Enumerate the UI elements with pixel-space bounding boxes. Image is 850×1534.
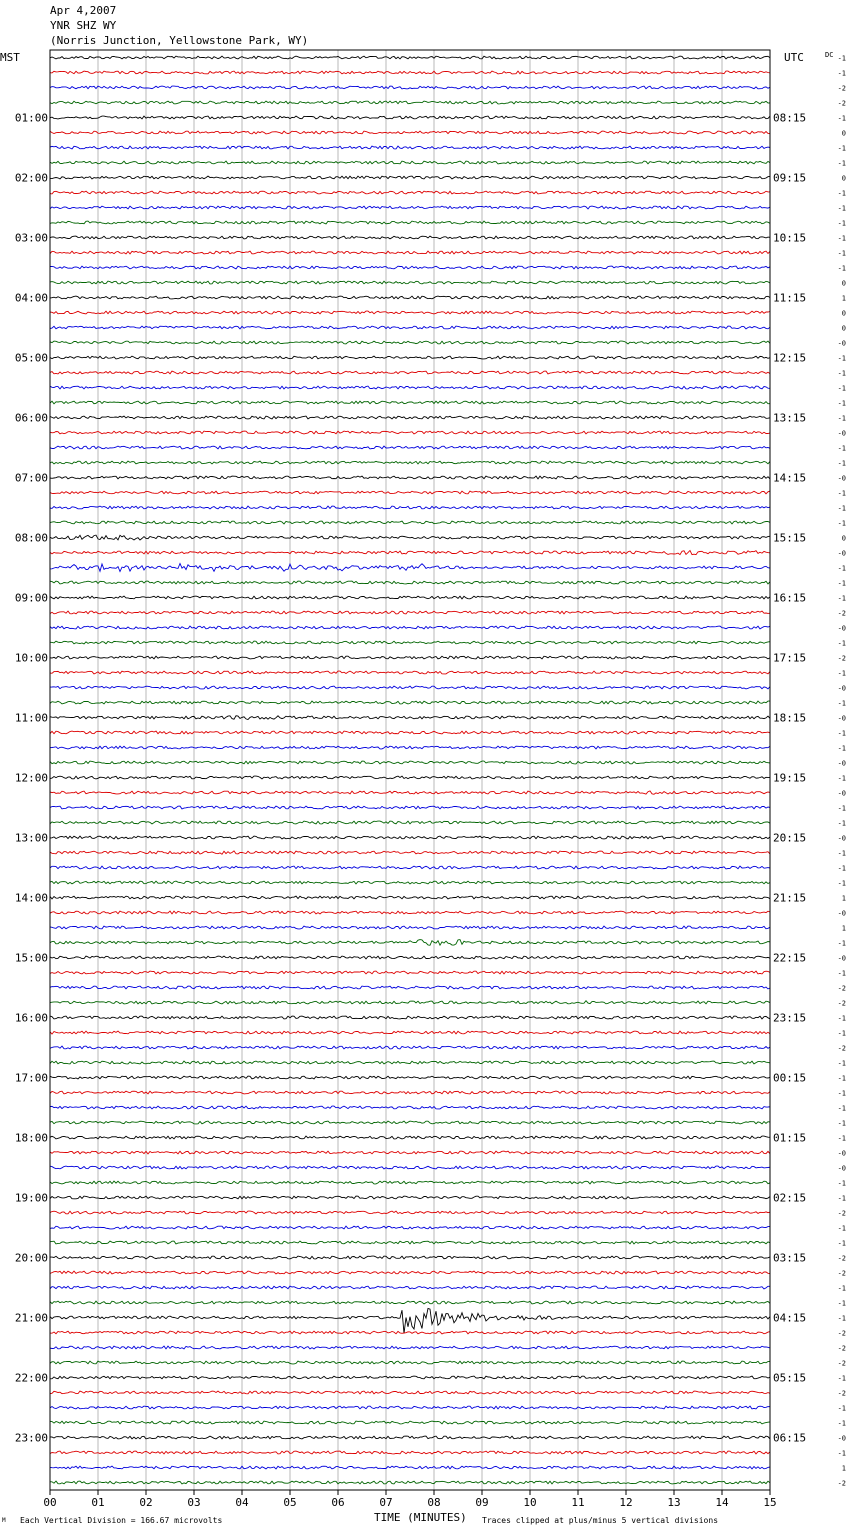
utc-time-label: 11:15: [773, 291, 807, 305]
dc-offset-label: 0: [841, 129, 846, 138]
dc-offset-label: -1: [837, 819, 846, 828]
seismic-trace: [50, 71, 770, 74]
x-axis: [43, 1490, 776, 1509]
mst-time-label: 09:00: [14, 591, 48, 605]
seismic-trace: [50, 1016, 770, 1019]
seismic-trace: [50, 296, 770, 299]
dc-offset-label: -0: [837, 1434, 846, 1443]
dc-offset-label: -1: [837, 69, 846, 78]
utc-time-label: 10:15: [773, 231, 807, 245]
mst-time-label: 07:00: [14, 471, 48, 485]
seismic-trace: [50, 311, 770, 314]
dc-offset-label: -1: [837, 1104, 846, 1113]
dc-offset-label: 0: [841, 324, 846, 333]
seismic-trace: [50, 731, 770, 734]
seismic-trace: [50, 806, 770, 809]
x-tick-label: 12: [619, 1496, 633, 1509]
x-tick-label: 05: [283, 1496, 297, 1509]
dc-offset-label: -1: [837, 504, 846, 513]
dc-offset-label: -1: [837, 1089, 846, 1098]
seismic-trace: [50, 1466, 770, 1469]
dc-offset-label: -2: [837, 999, 846, 1008]
seismic-trace: [50, 86, 770, 89]
seismic-trace: [50, 671, 770, 674]
dc-offset-label: -2: [837, 1344, 846, 1353]
seismic-trace: [50, 1196, 770, 1199]
dc-offset-label: -1: [837, 1134, 846, 1143]
seismic-trace: [50, 1046, 770, 1049]
seismic-trace: [50, 221, 770, 224]
dc-offset-label: -1: [837, 249, 846, 258]
mst-axis-label: MST: [0, 51, 20, 64]
utc-time-label: 09:15: [773, 171, 807, 185]
seismic-trace: [50, 701, 770, 704]
dc-label: DC: [825, 51, 834, 59]
seismic-trace: [50, 446, 770, 449]
seismic-trace: [50, 1346, 770, 1349]
dc-offset-label: -1: [837, 699, 846, 708]
seismic-trace: [50, 1436, 770, 1439]
dc-offset-label: -1: [837, 729, 846, 738]
seismic-trace: [50, 940, 770, 946]
seismic-trace: [50, 146, 770, 149]
mst-time-label: 01:00: [14, 111, 48, 125]
seismic-trace: [50, 206, 770, 209]
dc-offset-label: -1: [837, 1374, 846, 1383]
dc-offset-label: 0: [841, 279, 846, 288]
seismic-trace: [50, 1211, 770, 1214]
dc-offset-label: -1: [837, 1404, 846, 1413]
seismic-trace: [50, 116, 770, 119]
axis-labels: [15, 55, 846, 1488]
dc-offset-label: -1: [837, 1419, 846, 1428]
seismic-trace: [50, 401, 770, 404]
utc-time-label: 22:15: [773, 951, 807, 965]
mst-time-label: 17:00: [14, 1071, 48, 1085]
seismic-trace: [50, 1226, 770, 1229]
mst-time-label: 15:00: [14, 951, 48, 965]
seismic-trace: [50, 1481, 770, 1484]
mst-time-label: 16:00: [14, 1011, 48, 1025]
dc-offset-label: 1: [841, 1464, 846, 1473]
dc-offset-label: -1: [837, 1449, 846, 1458]
dc-offset-label: -0: [837, 624, 846, 633]
dc-offset-label: -1: [837, 1059, 846, 1068]
dc-offset-label: -1: [837, 879, 846, 888]
dc-offset-label: -2: [837, 1329, 846, 1338]
dc-offset-label: 1: [841, 294, 846, 303]
seismic-trace: [50, 1331, 770, 1334]
seismic-trace: [50, 746, 770, 749]
clip-note: Traces clipped at plus/minus 5 vertical divisions: [482, 1516, 719, 1525]
mst-time-label: 03:00: [14, 231, 48, 245]
dc-offset-label: -1: [837, 234, 846, 243]
mst-time-label: 23:00: [14, 1431, 48, 1445]
utc-time-label: 14:15: [773, 471, 807, 485]
seismic-trace: [50, 1361, 770, 1364]
seismic-trace: [50, 1256, 770, 1259]
seismic-trace: [50, 326, 770, 329]
mst-time-label: 04:00: [14, 291, 48, 305]
x-tick-label: 08: [427, 1496, 441, 1509]
seismic-trace: [50, 641, 770, 644]
seismic-trace: [50, 356, 770, 359]
dc-offset-label: -1: [837, 369, 846, 378]
dc-offset-label: -0: [837, 684, 846, 693]
trace-group: [50, 56, 770, 1484]
x-axis-title: TIME (MINUTES): [374, 1511, 467, 1524]
dc-offset-label: -0: [837, 759, 846, 768]
seismic-trace: [50, 686, 770, 689]
x-tick-label: 00: [43, 1496, 57, 1509]
x-tick-label: 02: [139, 1496, 153, 1509]
dc-offset-label: -1: [837, 219, 846, 228]
dc-offset-label: -0: [837, 429, 846, 438]
seismic-trace: [50, 611, 770, 614]
x-tick-label: 14: [715, 1496, 729, 1509]
x-tick-label: 06: [331, 1496, 345, 1509]
seismic-trace: [50, 1166, 770, 1169]
seismic-trace: [50, 761, 770, 764]
dc-offset-label: -0: [837, 1164, 846, 1173]
dc-offset-label: -1: [837, 264, 846, 273]
seismic-trace: [50, 251, 770, 254]
seismic-trace: [50, 535, 770, 540]
utc-time-label: 12:15: [773, 351, 807, 365]
dc-offset-label: -1: [837, 414, 846, 423]
dc-offset-label: 1: [841, 894, 846, 903]
dc-offset-label: -2: [837, 984, 846, 993]
dc-offset-label: -0: [837, 339, 846, 348]
mst-time-label: 08:00: [14, 531, 48, 545]
dc-offset-label: -2: [837, 654, 846, 663]
x-tick-label: 04: [235, 1496, 249, 1509]
utc-time-label: 23:15: [773, 1011, 807, 1025]
dc-offset-label: -0: [837, 954, 846, 963]
seismic-trace: [50, 431, 770, 434]
dc-offset-label: -1: [837, 54, 846, 63]
seismic-trace: [50, 596, 770, 599]
dc-offset-label: -0: [837, 834, 846, 843]
utc-time-label: 19:15: [773, 771, 807, 785]
dc-offset-label: -1: [837, 489, 846, 498]
utc-time-label: 18:15: [773, 711, 807, 725]
dc-offset-label: -1: [837, 804, 846, 813]
dc-offset-label: -2: [837, 1359, 846, 1368]
seismic-trace: [50, 461, 770, 464]
seismic-trace: [50, 551, 770, 555]
seismic-trace: [50, 896, 770, 899]
seismic-trace: [50, 236, 770, 239]
utc-time-label: 06:15: [773, 1431, 807, 1445]
utc-time-label: 08:15: [773, 111, 807, 125]
dc-offset-label: -1: [837, 669, 846, 678]
dc-offset-label: -1: [837, 459, 846, 468]
dc-offset-label: -1: [837, 639, 846, 648]
x-tick-label: 13: [667, 1496, 681, 1509]
dc-offset-label: -1: [837, 849, 846, 858]
dc-offset-label: -1: [837, 1299, 846, 1308]
mst-time-label: 11:00: [14, 711, 48, 725]
utc-time-label: 03:15: [773, 1251, 807, 1265]
mst-time-label: 19:00: [14, 1191, 48, 1205]
dc-offset-label: -1: [837, 594, 846, 603]
dc-offset-label: -1: [837, 1239, 846, 1248]
dc-offset-label: -1: [837, 1194, 846, 1203]
seismic-trace: [50, 1181, 770, 1184]
dc-offset-label: -2: [837, 99, 846, 108]
dc-offset-label: -1: [837, 1224, 846, 1233]
utc-time-label: 05:15: [773, 1371, 807, 1385]
utc-time-label: 15:15: [773, 531, 807, 545]
seismic-trace: [50, 821, 770, 824]
corner-mark: M: [2, 1517, 6, 1524]
dc-offset-label: 0: [841, 174, 846, 183]
dc-offset-label: -1: [837, 519, 846, 528]
seismic-trace: [50, 1031, 770, 1034]
mst-time-label: 13:00: [14, 831, 48, 845]
dc-offset-label: -0: [837, 549, 846, 558]
seismic-trace: [50, 1061, 770, 1064]
dc-offset-label: -1: [837, 579, 846, 588]
mst-time-label: 06:00: [14, 411, 48, 425]
utc-time-label: 13:15: [773, 411, 807, 425]
utc-time-label: 04:15: [773, 1311, 807, 1325]
mst-time-label: 18:00: [14, 1131, 48, 1145]
seismic-trace: [50, 926, 770, 929]
dc-offset-label: -1: [837, 1029, 846, 1038]
dc-offset-label: -2: [837, 84, 846, 93]
x-tick-label: 11: [571, 1496, 585, 1509]
seismic-trace: [50, 1121, 770, 1124]
seismic-trace: [50, 881, 770, 884]
seismic-trace: [50, 476, 770, 479]
x-tick-label: 09: [475, 1496, 489, 1509]
seismic-trace: [50, 416, 770, 419]
dc-offset-label: -2: [837, 1479, 846, 1488]
seismic-trace: [50, 1001, 770, 1004]
utc-time-label: 02:15: [773, 1191, 807, 1205]
dc-offset-label: -1: [837, 444, 846, 453]
dc-offset-label: -1: [837, 1284, 846, 1293]
seismic-trace: [50, 56, 770, 59]
date-label: Apr 4,2007: [50, 4, 117, 17]
utc-time-label: 00:15: [773, 1071, 807, 1085]
seismic-trace: [50, 986, 770, 989]
dc-offset-label: -1: [837, 399, 846, 408]
dc-offset-label: -1: [837, 744, 846, 753]
dc-offset-label: 1: [841, 924, 846, 933]
dc-offset-label: -1: [837, 1014, 846, 1023]
seismic-trace: [50, 1106, 770, 1109]
seismic-trace: [50, 1406, 770, 1409]
dc-offset-label: -0: [837, 714, 846, 723]
seismic-trace: [50, 1309, 770, 1334]
seismic-trace: [50, 371, 770, 374]
utc-time-label: 20:15: [773, 831, 807, 845]
mst-time-label: 02:00: [14, 171, 48, 185]
dc-offset-label: -1: [837, 144, 846, 153]
dc-offset-label: -2: [837, 609, 846, 618]
dc-offset-label: -0: [837, 474, 846, 483]
plot-frame: [50, 50, 770, 1490]
mst-time-label: 12:00: [14, 771, 48, 785]
x-tick-label: 15: [763, 1496, 777, 1509]
dc-offset-label: -1: [837, 159, 846, 168]
seismic-trace: [50, 521, 770, 524]
seismic-trace: [50, 101, 770, 104]
seismic-trace: [50, 581, 770, 584]
seismic-trace: [50, 1451, 770, 1454]
location-label: (Norris Junction, Yellowstone Park, WY): [50, 34, 309, 47]
utc-axis-label: UTC: [784, 51, 804, 64]
seismic-trace: [50, 506, 770, 509]
seismic-trace: [50, 971, 770, 974]
x-tick-label: 07: [379, 1496, 393, 1509]
dc-offset-label: -0: [837, 789, 846, 798]
seismic-trace: [50, 866, 770, 869]
seismic-trace: [50, 1076, 770, 1079]
seismic-trace: [50, 176, 770, 179]
dc-offset-label: -1: [837, 204, 846, 213]
seismic-trace: [50, 491, 770, 494]
seismic-trace: [50, 1301, 770, 1304]
dc-offset-label: -2: [837, 1209, 846, 1218]
dc-offset-label: -1: [837, 384, 846, 393]
dc-offset-label: -1: [837, 864, 846, 873]
seismic-trace: [50, 791, 770, 794]
dc-offset-label: -1: [837, 564, 846, 573]
dc-offset-label: -1: [837, 969, 846, 978]
dc-offset-label: -1: [837, 774, 846, 783]
dc-offset-label: -1: [837, 354, 846, 363]
dc-offset-label: -2: [837, 1389, 846, 1398]
seismic-trace: [50, 1136, 770, 1139]
seismic-trace: [50, 1151, 770, 1154]
seismic-trace: [50, 836, 770, 839]
dc-offset-label: 0: [841, 534, 846, 543]
seismic-trace: [50, 626, 770, 629]
seismic-trace: [50, 191, 770, 194]
dc-offset-label: -0: [837, 909, 846, 918]
dc-offset-label: -1: [837, 939, 846, 948]
station-label: YNR SHZ WY: [50, 19, 117, 32]
seismic-trace: [50, 281, 770, 284]
dc-offset-label: -1: [837, 1314, 846, 1323]
seismic-trace: [50, 1391, 770, 1394]
dc-offset-label: 0: [841, 309, 846, 318]
seismic-trace: [50, 656, 770, 659]
seismic-trace: [50, 956, 770, 959]
seismic-trace: [50, 131, 770, 134]
seismic-trace: [50, 266, 770, 269]
dc-offset-label: -2: [837, 1044, 846, 1053]
dc-offset-label: -1: [837, 1179, 846, 1188]
seismic-trace: [50, 1421, 770, 1424]
x-tick-label: 10: [523, 1496, 537, 1509]
x-tick-label: 01: [91, 1496, 105, 1509]
division-note: Each Vertical Division = 166.67 microvolts: [20, 1516, 223, 1525]
vertical-grid: [50, 50, 770, 1490]
utc-time-label: 21:15: [773, 891, 807, 905]
x-tick-label: 03: [187, 1496, 201, 1509]
seismic-trace: [50, 776, 770, 779]
seismic-trace: [50, 1241, 770, 1244]
mst-time-label: 10:00: [14, 651, 48, 665]
dc-offset-label: -0: [837, 1149, 846, 1158]
mst-time-label: 05:00: [14, 351, 48, 365]
seismic-trace: [50, 1091, 770, 1094]
dc-offset-label: -2: [837, 1254, 846, 1263]
seismic-trace: [50, 716, 770, 720]
mst-time-label: 20:00: [14, 1251, 48, 1265]
utc-time-label: 16:15: [773, 591, 807, 605]
seismic-trace: [50, 564, 770, 572]
dc-offset-label: -1: [837, 114, 846, 123]
mst-time-label: 21:00: [14, 1311, 48, 1325]
utc-time-label: 01:15: [773, 1131, 807, 1145]
dc-offset-label: -1: [837, 1119, 846, 1128]
seismic-trace: [50, 851, 770, 854]
dc-offset-label: -2: [837, 1269, 846, 1278]
dc-offset-label: -1: [837, 1074, 846, 1083]
seismic-trace: [50, 161, 770, 164]
seismic-trace: [50, 386, 770, 389]
seismic-trace: [50, 341, 770, 344]
seismic-trace: [50, 1271, 770, 1274]
utc-time-label: 17:15: [773, 651, 807, 665]
dc-offset-label: -1: [837, 189, 846, 198]
mst-time-label: 22:00: [14, 1371, 48, 1385]
mst-time-label: 14:00: [14, 891, 48, 905]
seismic-trace: [50, 1286, 770, 1289]
seismic-trace: [50, 911, 770, 914]
seismic-trace: [50, 1376, 770, 1379]
